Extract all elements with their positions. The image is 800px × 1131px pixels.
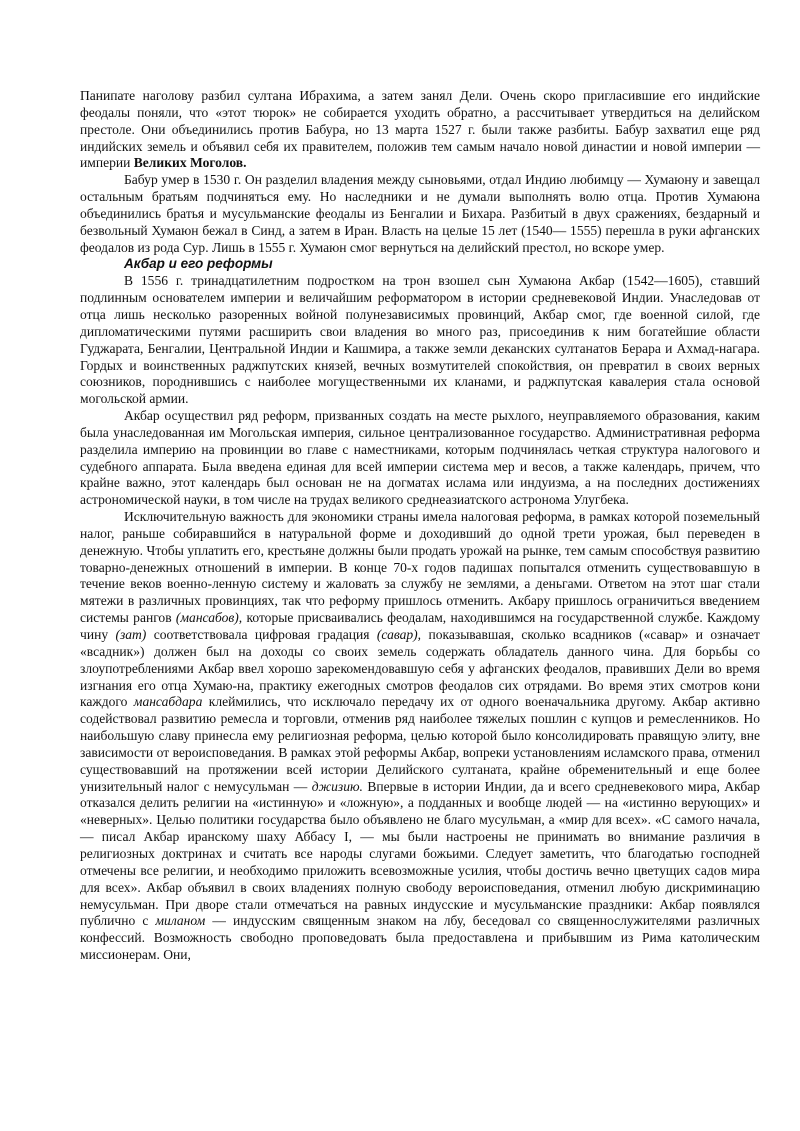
italic-term: джизию. [311, 778, 363, 794]
italic-term: (мансабов), [175, 610, 243, 626]
paragraph-text: клеймились, что исключало передачу их от одного военачальника другому. Акбар активно содействовал развитию ремесла и торговли, отменив ряд наиболее тяжелых пошлин с купцов и ремесленников. Но наибольшую славу принесла ему религиозная реформа, целью которой было консолидировать правящую элиту, вне зависимости от вероисповедания. В рамках этой реформы Акбар, вопреки установлениям исламского права, отменил существовавший на протяжении всей истории Делийского султаната, крайне обременительный и еще более унизительный налог с немусульман — [80, 694, 761, 794]
paragraph-text: Исключительную важность для экономики страны имела налоговая реформа, в рамках которой поземельный налог, раньше собиравшийся в натуральной форме и доходивший до одной трети урожая, был переведен в денежную. Чтобы уплатить его, крестьяне должны были продать урожай на рынке, тем самым способствуя развитию товарно-денежных отношений в империи. В конце 70-х годов падишах попытался отменить существовавшую в течение веков военно-ленную систему и жаловать за службу не землями, а деньгами. Ответом на этот шаг стали мятежи в различных провинциях, так что реформу пришлось отменить. Акбару пришлось ограничиться введением системы рангов [80, 509, 760, 626]
empire-name-bold: Великих Моголов. [133, 155, 247, 171]
paragraph-babur-conquest [80, 88, 760, 172]
paragraph-text: Впервые в истории Индии, да и всего средневекового мира, Акбар отказался делить религии на «истинную» и «ложную», а подданных и вообще людей — на «истинно верующих» и «неверных». Целью политики государства было объявлено не благо мусульман, а «мир для всех». «С самого начала, — писал Акбар иранскому шаху Аббасу I, — мы были настроены не принимать во внимание различия в религиозных доктринах и считать все народы слугами божьими. Следует заметить, что благодатью господней отмечены все религии, и необходимо приложить всевозможные усилия, чтобы достичь вечно цветущих садов мира для всех». Акбар объявил в своих владениях полную свободу вероисповедания, отменил любую дискриминацию немусульман. При дворе стали отмечаться на равных индусские и мусульманские праздники: Акбар появлялся публично с [80, 778, 760, 929]
italic-term: (зат) [115, 627, 147, 642]
paragraph-text: соответствовала цифровая градация [146, 627, 377, 642]
paragraph-babur-death: Бабур умер в 1530 г. Он разделил владения между сыновьями, отдал Индию любимцу — Хумаюну и завещал остальным братьям подчиняться ему. Но наследники и не думали выполнять волю отца. Против Хумаюна объединились братья и мусульманские феодалы из Бенгалии и Бихара. Разбитый в двух сражениях, бездарный и безвольный Хумаюн бежал в Синд, а затем в Иран. Власть на целые 15 лет (1540— 1555) перешла в руки афганских феодалов из рода Сур. Лишь в 1555 г. Хумаюн смог вернуться на делийский престол, но вскоре умер. [80, 172, 760, 255]
paragraph-akbar-accession: В 1556 г. тринадцатилетним подростком на трон взошел сын Хумаюна Акбар (1542—1605), ставший подлинным основателем империи и величайшим реформатором в истории средневековой Индии. Унаследовав от отца лишь несколько разоренных войной полунезависимых провинций, Акбар смог, где военной силой, где дипломатическими путями расширить свои владения во много раз, присоединив к ним богатейшие области Гуджарата, Бенгалии, Центральной Индии и Кашмира, а также земли деканских султанатов Берара и Ахмад-нагара. Гордых и воинственных раджпутских князей, вечных возмутителей спокойствия, он превратил в своих верных союзников, породнившись с наиболее могущественными их кланами, и раджпутская кавалерия стала основой могольской армии. [80, 273, 760, 407]
paragraph-text: Панипате наголову разбил султана Ибрахима, а затем занял Дели. Очень скоро пригласившие его индийские феодалы поняли, что «этот тюрок» не собирается уходить обратно, а рассчитывает утвердиться на делийском престоле. Они объединились против Бабура, но 13 марта 1527 г. были также разбиты. Бабур захватил еще ряд индийских земель и объявил себя их правителем, положив тем самым начало новой династии и новой империи — империи [80, 88, 760, 171]
italic-term: мансабдара [133, 694, 203, 710]
section-heading: Акбар и его реформы [124, 256, 273, 272]
italic-term: (савар), [376, 627, 422, 642]
paragraph-text: показывавшая, сколько всадников («савар» и означает «всадник») должен был на доходы со своих земель содержать обладатель данного чина. Для борьбы со злоупотреблениями Акбар ввел хорошо зарекомендовавшую себя у афганских феодалов, правивших Дели во время изгнания его отца Хумаю-на, практику ежегодных смотров феодалов сих отрядами. Во время этих смотров кони каждого [80, 627, 760, 710]
paragraph-tax-and-religious-reform [80, 509, 760, 964]
paragraph-text: — индусским священным знаком на лбу, беседовал со священнослужителями различных конфессий. Возможность свободно проповедовать была предоставлена и прибывшим из Рима католическим миссионерам. Они, [80, 913, 760, 963]
italic-term: миланом [155, 913, 206, 929]
paragraph-text: которые присваивались феодалам, находившимся на государственной службе. Каждому чину [80, 610, 760, 642]
paragraph-administrative-reform: Акбар осуществил ряд реформ, призванных создать на месте рыхлого, неуправляемого образования, каким была унаследованная им Могольская империя, сильное централизованное государство. Административная реформа разделила империю на провинции во главе с наместниками, которым подчинялась четкая структура налогового и судебного аппарата. Была введена единая для всей империи система мер и весов, а также календарь, причем, что крайне важно, этот календарь был основан не на догматах ислама или индуизма, а на последних достижениях астрономической науки, в том числе на трудах великого среднеазиатского астронома Улугбека. [80, 408, 760, 508]
